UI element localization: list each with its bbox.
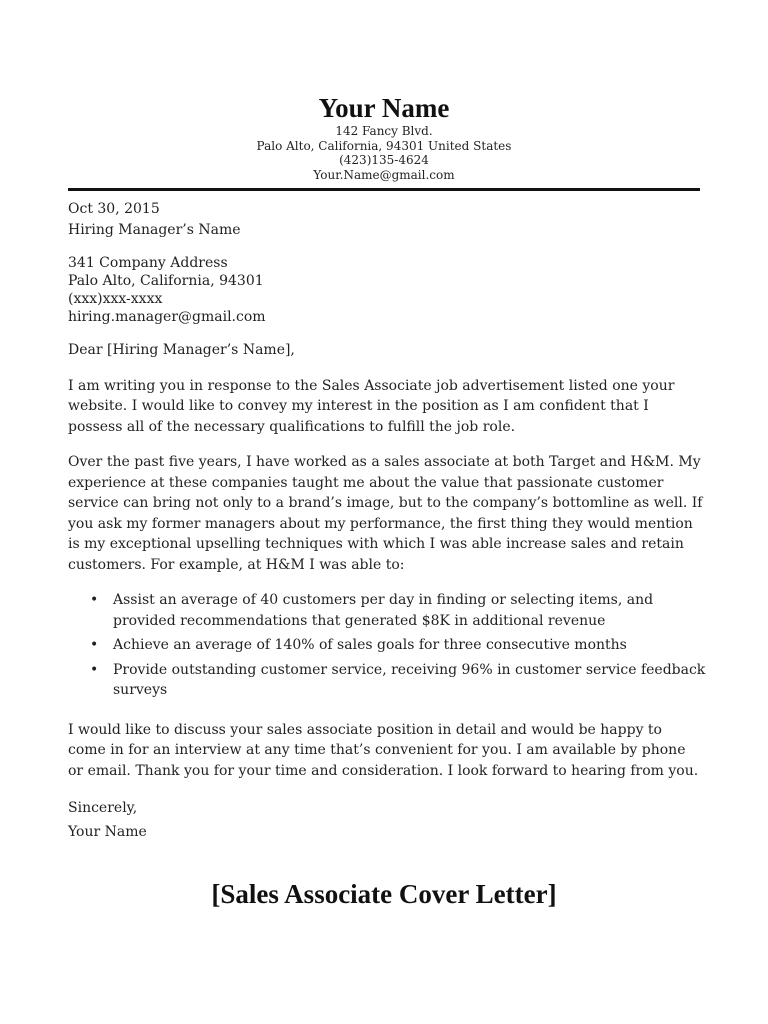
list-item-line: Provide outstanding customer service, receiving 96% in customer service feedback — [113, 661, 706, 678]
list-item — [68, 660, 708, 701]
list-item-line: Assist an average of 40 customers per day in finding or selecting items, and — [113, 592, 654, 608]
recipient-email: hiring.manager@gmail.com — [68, 309, 266, 325]
paragraph-line: I am writing you in response to the Sales Associate job advertisement listed one your — [68, 377, 675, 394]
paragraph-line: website. I would like to convey my interest in the position as I am confident that I — [68, 398, 649, 414]
paragraph-line: is my exceptional upselling techniques with which I was able increase sales and retain — [68, 536, 684, 552]
sender-email: Your.Name@gmail.com — [313, 167, 455, 182]
list-item — [68, 635, 708, 656]
paragraph-line: customers. For example, at H&M I was able to: — [68, 556, 405, 573]
sender-name: Your Name — [318, 93, 450, 123]
paragraph-intro — [68, 376, 708, 438]
paragraph-line: service can bring not only to a brand’s image, but to the company’s bottomline as well. If — [68, 495, 703, 511]
paragraph-closing — [68, 720, 708, 782]
bullet-icon: • — [90, 592, 99, 608]
list-item-line: Achieve an average of 140% of sales goals for three consecutive months — [113, 637, 627, 653]
paragraph-line: come in for an interview at any time that’s convenient for you. I am available by phone — [68, 742, 686, 758]
list-item-line: provided recommendations that generated $8K in additional revenue — [113, 612, 606, 629]
paragraph-experience — [68, 452, 708, 575]
paragraph-line: experience at these companies taught me about the value that passionate customer — [68, 474, 664, 491]
recipient-name: Hiring Manager’s Name — [68, 221, 241, 238]
signature: Your Name — [68, 824, 147, 840]
recipient-address — [68, 254, 708, 326]
bullet-icon: • — [90, 661, 99, 678]
letterhead — [0, 92, 768, 182]
recipient-phone: (xxx)xxx-xxxx — [68, 291, 163, 307]
closing: Sincerely, — [68, 800, 138, 816]
achievements-list — [68, 590, 708, 701]
document-title: [Sales Associate Cover Letter] — [211, 879, 557, 909]
sender-address-line1: 142 Fancy Blvd. — [335, 124, 433, 138]
letter-date: Oct 30, 2015 — [68, 201, 160, 217]
letter-body — [68, 199, 708, 844]
recipient-address-line: 341 Company Address — [68, 255, 228, 271]
sender-address-line2: Palo Alto, California, 94301 United States — [256, 138, 512, 153]
header-divider — [68, 188, 700, 191]
list-item-line: surveys — [113, 682, 168, 698]
list-item — [68, 590, 708, 631]
salutation: Dear [Hiring Manager’s Name], — [68, 342, 295, 358]
paragraph-line: Over the past five years, I have worked as a sales associate at both Target and H&M. My — [68, 454, 701, 470]
sender-phone: (423)135-4624 — [339, 153, 429, 167]
paragraph-line: you ask my former managers about my performance, the first thing they would mention — [68, 515, 693, 532]
paragraph-line: possess all of the necessary qualifications to fulfill the job role. — [68, 418, 516, 435]
paragraph-line: I would like to discuss your sales associate position in detail and would be happy to — [68, 721, 662, 738]
recipient-address-line: Palo Alto, California, 94301 — [68, 273, 264, 289]
bullet-icon: • — [90, 637, 99, 653]
paragraph-line: or email. Thank you for your time and consideration. I look forward to hearing from you. — [68, 762, 699, 779]
